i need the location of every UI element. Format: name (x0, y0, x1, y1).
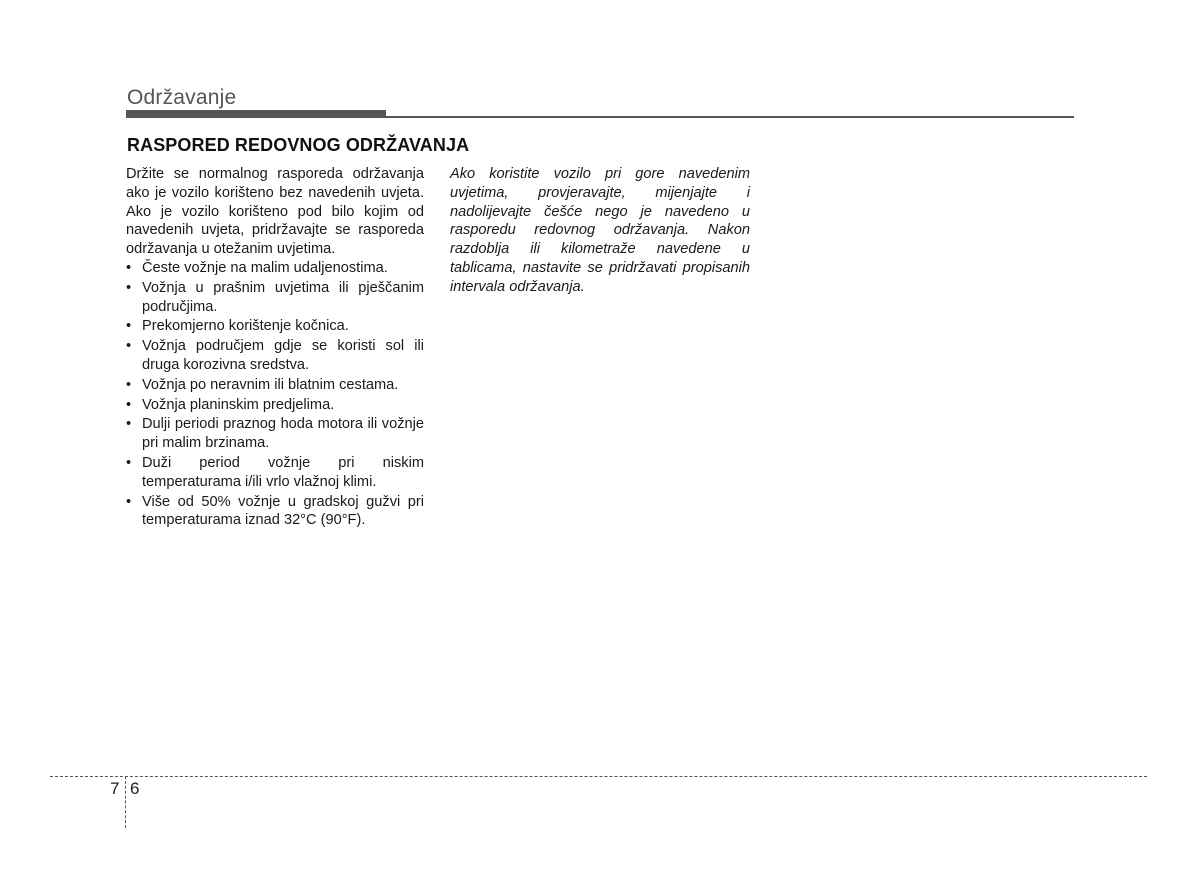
list-item-text: Duži period vožnje pri niskim temperaturama i/ili vrlo vlažnoj klimi. (142, 454, 424, 490)
section-header: Održavanje (127, 86, 237, 109)
footer-page-separator (125, 776, 126, 828)
list-item (126, 337, 424, 375)
list-item (126, 279, 424, 317)
list-item-text: Česte vožnje na malim udaljenostima. (142, 259, 388, 276)
chapter-number: 7 (110, 779, 120, 798)
bullet-dot: • (126, 396, 132, 413)
list-item (126, 259, 424, 278)
note-paragraph: Ako koristite vozilo pri gore navedenim uvjetima, provjeravajte, mijenjajte i nadolijevajte češće nego je navedeno u rasporedu redovnog održavanja. Nakon razdoblja ili kilometraže navedene u tablicama, nastavite se pridržavati propisanih intervala održavanja. (450, 166, 750, 295)
bullet-dot: • (126, 338, 132, 355)
bullet-dot: • (126, 318, 132, 335)
page-title: RASPORED REDOVNOG ODRŽAVANJA (127, 135, 470, 155)
bullet-dot: • (126, 493, 132, 510)
header-rule-thick (126, 110, 386, 118)
left-column (126, 165, 424, 531)
intro-paragraph: Držite se normalnog rasporeda održavanja ako je vozilo korišteno bez navedenih uvjeta. Ako je vozilo korišteno pod bilo kojim od navedenih uvjeta, pridržavajte se rasporeda održavanja u otežanim uvjetima. (126, 166, 424, 258)
list-item-text: Prekomjerno korištenje kočnica. (142, 318, 349, 335)
list-item (126, 454, 424, 492)
list-item-text: Vožnja planinskim predjelima. (142, 396, 335, 413)
footer-divider (50, 776, 1147, 777)
bullet-dot: • (126, 259, 132, 276)
list-item (126, 317, 424, 336)
bullet-dot: • (126, 416, 132, 433)
list-item-text: Više od 50% vožnje u gradskoj gužvi pri temperaturama iznad 32°C (90°F). (142, 493, 424, 529)
list-item-text: Dulji periodi praznog hoda motora ili vožnje pri malim brzinama. (142, 416, 424, 452)
list-item-text: Vožnja područjem gdje se koristi sol ili druga korozivna sredstva. (142, 338, 424, 373)
bullet-dot: • (126, 454, 132, 471)
condition-list (126, 259, 424, 530)
list-item (126, 396, 424, 415)
header-rule-thin (386, 116, 1074, 118)
page-number: 6 (130, 779, 140, 798)
list-item-text: Vožnja po neravnim ili blatnim cestama. (142, 376, 399, 393)
bullet-dot: • (126, 279, 132, 296)
list-item (126, 376, 424, 395)
list-item (126, 415, 424, 453)
right-column (450, 165, 750, 297)
list-item-text: Vožnja u prašnim uvjetima ili pješčanim područjima. (142, 279, 424, 315)
bullet-dot: • (126, 376, 132, 393)
list-item (126, 493, 424, 531)
